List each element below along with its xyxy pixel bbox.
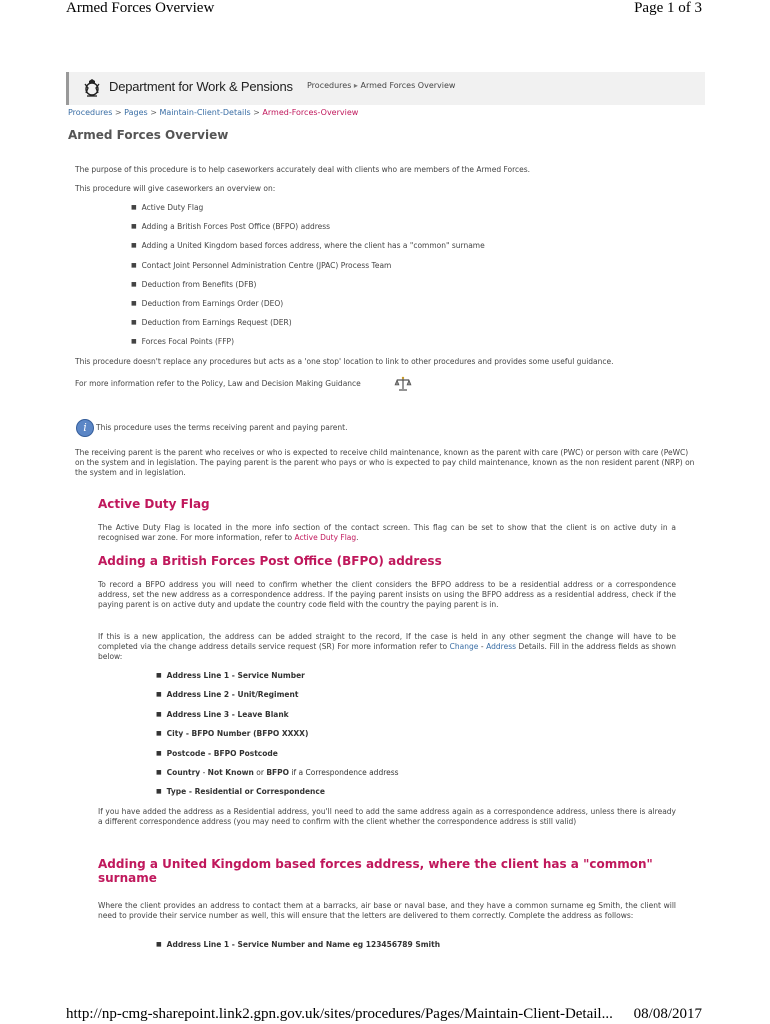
intro-one-stop-note: This procedure doesn't replace any procedures but acts as a 'one stop' location to link to other procedures and provides some useful guidance. xyxy=(75,357,614,366)
banner-crumb-separator: ▸ xyxy=(353,81,358,90)
overview-bullet: ■ Deduction from Earnings Order (DEO) xyxy=(131,299,283,308)
bfpo-field-bullet: ■ Address Line 1 - Service Number xyxy=(156,671,305,680)
country-label: Country xyxy=(166,768,201,777)
overview-bullet: ■ Adding a United Kingdom based forces address, where the client has a "common" surname xyxy=(131,241,485,250)
country-not-known: Not Known xyxy=(207,768,254,777)
active-duty-text-end: . xyxy=(356,533,359,542)
section-heading-uk-forces xyxy=(98,857,653,885)
banner-crumb-procedures[interactable]: Procedures xyxy=(307,81,352,90)
page-title: Armed Forces Overview xyxy=(68,128,229,142)
department-name: Department for Work & Pensions xyxy=(109,79,293,94)
bfpo-country-bullet xyxy=(156,768,399,777)
intro-overview-lead: This procedure will give caseworkers an overview on: xyxy=(75,184,276,193)
overview-bullet: ■ Deduction from Benefits (DFB) xyxy=(131,280,256,289)
overview-bullet: ■ Deduction from Earnings Request (DER) xyxy=(131,318,292,327)
dwp-banner xyxy=(66,72,705,105)
parent-terms-explanation: The receiving parent is the parent who receives or who is expected to receive child maintenance, known as the parent with care (PWC) or person with care (PeWC) on the system and in legislation. The paying parent is the parent who pays or who is expected to pay child maintenance, known as the non resident parent (NRP) on the system and in legislation. xyxy=(75,448,695,477)
scales-of-justice-icon[interactable] xyxy=(394,376,412,392)
print-footer-date: 08/08/2017 xyxy=(633,1006,702,1022)
uk-forces-paragraph: Where the client provides an address to contact them at a barracks, air base or naval base, and they have a common surname eg Smith, the client will need to provide their service number as well, this will ensure that the letters are delivered to them correctly. Complete the address as follows: xyxy=(98,901,676,920)
breadcrumb-separator: > xyxy=(114,108,122,117)
section-heading-bfpo: Adding a British Forces Post Office (BFPO) address xyxy=(98,554,442,568)
change-address-dash: - xyxy=(478,642,487,651)
uk-forces-bullet: ■ Address Line 1 - Service Number and Name eg 123456789 Smith xyxy=(156,940,440,949)
bfpo-paragraph-3: If you have added the address as a Residential address, you'll need to add the same address again as a correspondence address, unless there is already a different correspondence address (you may need to confirm with the client whether the correspondence address is still valid) xyxy=(98,807,676,826)
banner-breadcrumb xyxy=(307,81,455,90)
bfpo-type-bullet: ■ Type - Residential or Correspondence xyxy=(156,787,325,796)
intro-guidance-link[interactable]: For more information refer to the Policy, Law and Decision Making Guidance xyxy=(75,379,361,388)
section-heading-active-duty: Active Duty Flag xyxy=(98,497,210,511)
active-duty-flag-link[interactable]: Active Duty Flag xyxy=(294,533,357,542)
bfpo-paragraph-1: To record a BFPO address you will need to confirm whether the client considers the BFPO address to be a residential address or a correspondence address, set the new address as a correspondence address. If the paying parent insists on using the BFPO address as a residential address, check if the paying parent is on active duty and update the country code field with the country the paying parent is in. xyxy=(98,580,676,609)
bfpo-paragraph-2 xyxy=(98,632,676,662)
breadcrumb-item[interactable]: Pages xyxy=(124,108,148,117)
print-footer-url: http://np-cmg-sharepoint.link2.gpn.gov.uk/sites/procedures/Pages/Maintain-Client-Detail... xyxy=(66,1006,613,1022)
bfpo-paragraph-2-body: If this is a new application, the address can be added straight to the record, If the case is held in any other segment the change will have to be completed via the change address details service request (SR) For more information refer to xyxy=(98,632,676,651)
country-rest: if a Correspondence address xyxy=(289,768,399,777)
bfpo-field-bullet: ■ City - BFPO Number (BFPO XXXX) xyxy=(156,729,308,738)
active-duty-text-body: The Active Duty Flag is located in the more info section of the contact screen. This flag can be set to show that the client is on active duty in a recognised war zone. For more information, refer to xyxy=(98,523,676,542)
breadcrumb-item[interactable]: Procedures xyxy=(68,108,113,117)
overview-bullet: ■ Adding a British Forces Post Office (BFPO) address xyxy=(131,222,330,231)
breadcrumb-separator: > xyxy=(150,108,157,117)
address-link[interactable]: Address xyxy=(486,642,517,651)
country-dash: - xyxy=(200,768,208,777)
royal-crest-icon xyxy=(81,78,103,98)
uk-forces-heading-line-1: Adding a United Kingdom based forces address, where the client has a "common" xyxy=(98,857,653,871)
active-duty-text xyxy=(98,523,676,543)
breadcrumb-item[interactable]: Maintain-Client-Details xyxy=(159,108,251,117)
bfpo-paragraph-2-end: Details. Fill in the address fields as shown below: xyxy=(98,642,676,661)
breadcrumb-separator: > xyxy=(253,108,260,117)
print-page-number: Page 1 of 3 xyxy=(634,0,702,16)
change-link[interactable]: Change xyxy=(449,642,479,651)
bfpo-field-bullet: ■ Address Line 3 - Leave Blank xyxy=(156,710,289,719)
info-note: This procedure uses the terms receiving parent and paying parent. xyxy=(96,423,348,432)
country-bfpo: BFPO xyxy=(266,768,290,777)
print-page-title: Armed Forces Overview xyxy=(66,0,215,16)
overview-bullet: ■ Forces Focal Points (FFP) xyxy=(131,337,234,346)
uk-forces-heading-line-2: surname xyxy=(98,871,157,885)
bfpo-field-bullet: ■ Postcode - BFPO Postcode xyxy=(156,749,278,758)
banner-crumb-current: Armed Forces Overview xyxy=(360,81,456,90)
overview-bullet: ■ Active Duty Flag xyxy=(131,203,203,212)
breadcrumb xyxy=(68,108,358,117)
country-or: or xyxy=(253,768,267,777)
intro-purpose: The purpose of this procedure is to help caseworkers accurately deal with clients who are members of the Armed Forces. xyxy=(75,165,531,174)
bfpo-field-bullet: ■ Address Line 2 - Unit/Regiment xyxy=(156,690,298,699)
overview-bullet: ■ Contact Joint Personnel Administration Centre (JPAC) Process Team xyxy=(131,261,391,270)
breadcrumb-current[interactable]: Armed-Forces-Overview xyxy=(262,108,359,117)
info-icon: i xyxy=(76,419,94,437)
